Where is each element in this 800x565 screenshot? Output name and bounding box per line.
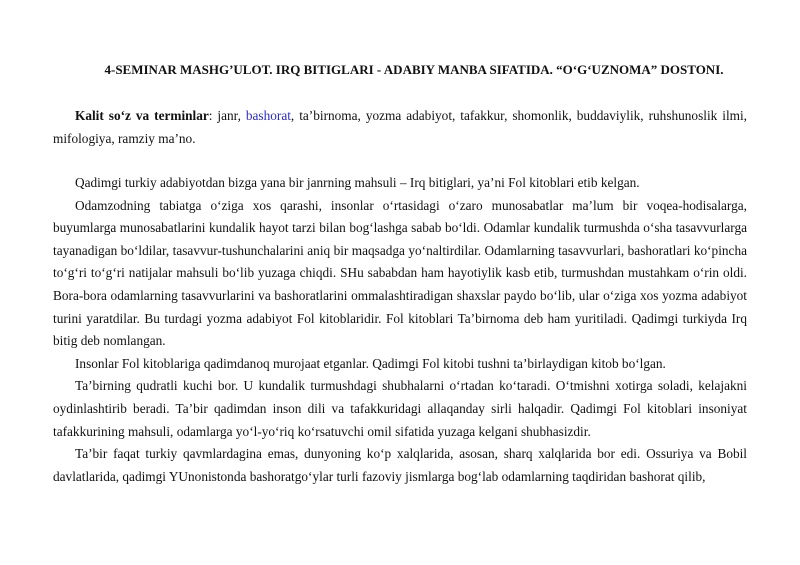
document-body bbox=[53, 172, 747, 488]
keywords-colon: : janr, bbox=[208, 108, 246, 123]
paragraph: Ta’bir faqat turkiy qavmlardagina emas, dunyoning ko‘p xalqlarida, asosan, sharq xalqlarida bor edi. Ossuriya va Bobil davlatlarida, qadimgi YUnonistonda bashoratgo‘ylar turli fazoviy jismlarga bog‘lab odamlarning taqdiridan bashorat qilib, bbox=[53, 446, 747, 484]
keywords-rest: , ta’birnoma, yozma adabiyot, tafakkur, shomonlik, buddaviylik, ruhshunoslik ilmi, mifologiya, ramziy ma’no. bbox=[53, 108, 748, 146]
keywords-label: Kalit so‘z va terminlar bbox=[75, 108, 209, 123]
paragraph: Qadimgi turkiy adabiyotdan bizga yana bir janrning mahsuli – Irq bitiglari, ya’ni Fol kitoblari etib kelgan. bbox=[75, 175, 640, 190]
keyword-link-bashorat[interactable]: bashorat bbox=[245, 108, 291, 123]
paragraph: Ta’birning qudratli kuchi bor. U kundalik turmushdagi shubhalarni o‘rtadan ko‘taradi. O‘tmishni xotirga soladi, kelajakni oydinlashtirib beradi. Ta’bir qadimdan inson dili va tafakkuridagi allaqanday sirli halqadir. Qadimgi Fol kitoblari insoniyat tafakkurining mahsuli, odamlarga yo‘l-yo‘riq ko‘rsatuvchi omil sifatida yuzaga kelgani shubhasizdir. bbox=[53, 378, 747, 439]
paragraph: Insonlar Fol kitoblariga qadimdanoq murojaat etganlar. Qadimgi Fol kitobi tushni ta’birlaydigan kitob bo‘lgan. bbox=[75, 355, 666, 371]
page-title: 4-SEMINAR MASHG’ULOT. IRQ BITIGLARI - ADABIY MANBA SIFATIDA. “O‘G‘UZNOMA” DOSTONI. bbox=[104, 62, 724, 77]
paragraph: Odamzodning tabiatga o‘ziga xos qarashi, insonlar o‘rtasidagi o‘zaro munosabatlar ma’lum bir voqea-hodisalarga, buyumlarga munosabatlarini kundalik hayot tarzi bilan bog‘lashga sabab bo‘ldi. Odamlar kundalik turmushda o‘sha tasavvurlarga tayanadigan bo‘ldilar, tasavvur-tushunchalarini aniq bir maqsadga yo‘naltirdilar. Odamlarning tasavvurlari, bashoratlari ko‘pincha to‘g‘ri to‘g‘ri natijalar mahsuli bo‘lib yuzaga chiqdi. SHu sababdan ham hayotiylik kasb etib, turmushdan mustahkam o‘rin oldi. Bora-bora odamlarning tasavvurlarini va bashoratlarini ommalashtiradigan shaxslar paydo bo‘lib, ular o‘ziga xos yozma adabiyot turini yaratdilar. Bu turdagi yozma adabiyot Fol kitoblaridir. Fol kitoblari Ta’birnoma deb ham yuritiladi. Qadimgi turkiyda Irq bitig deb nomlangan. bbox=[53, 197, 747, 349]
keywords-paragraph bbox=[53, 104, 747, 150]
